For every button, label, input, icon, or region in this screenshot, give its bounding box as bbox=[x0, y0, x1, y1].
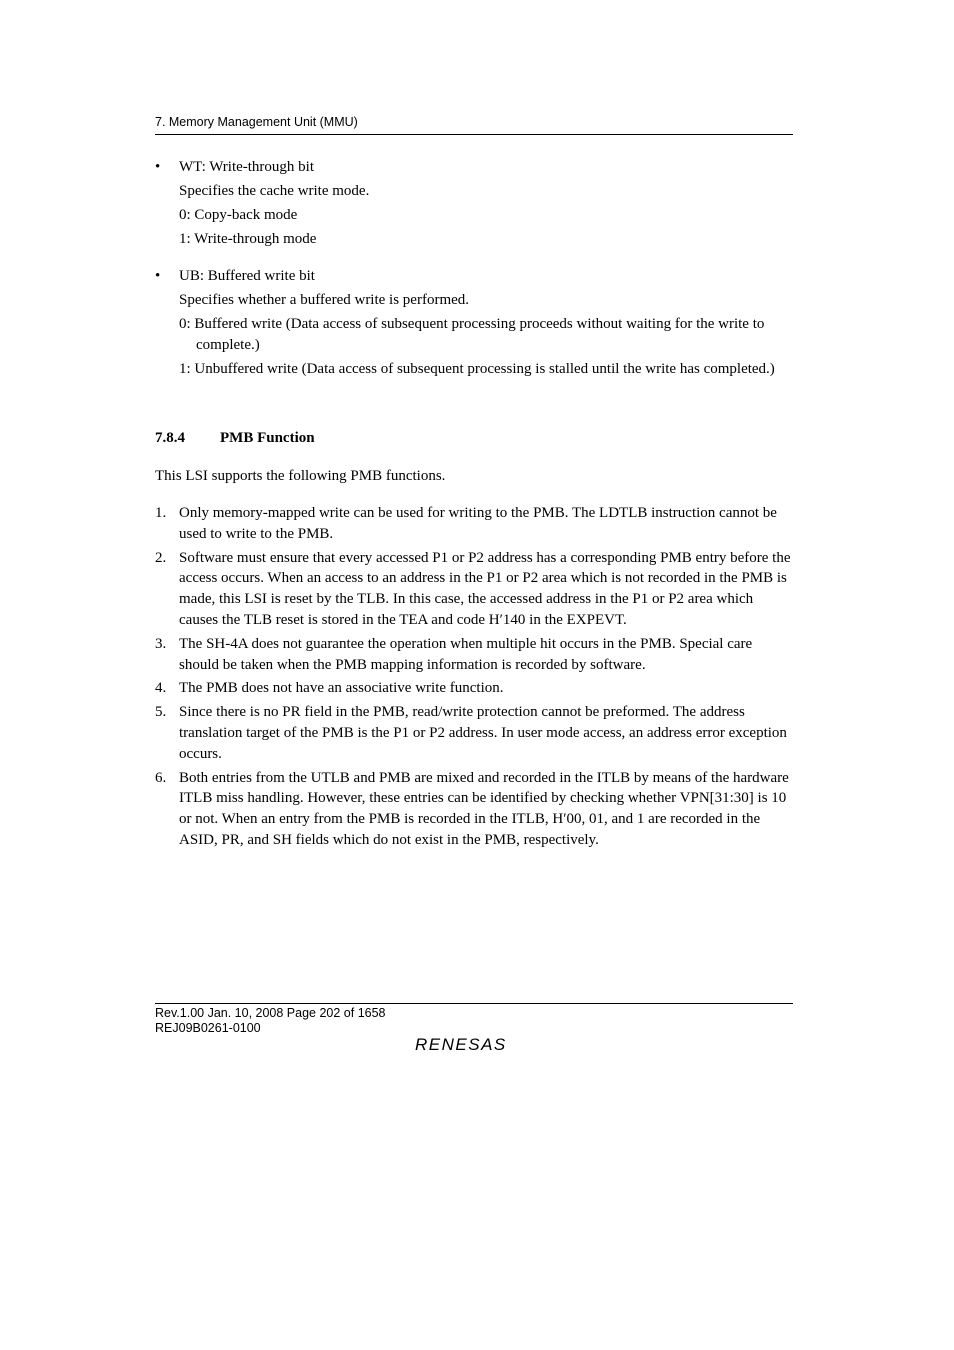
bullet-line: 1: Unbuffered write (Data access of subsequent processing is stalled until the write has completed.) bbox=[179, 360, 775, 377]
bullet-line: 1: Write-through mode bbox=[179, 230, 317, 247]
list-number: 4. bbox=[155, 680, 167, 697]
renesas-logo bbox=[413, 1034, 533, 1054]
bullet-line: 0: Copy-back mode bbox=[179, 206, 298, 223]
bullet-line: 0: Buffered write (Data access of subsequent processing proceeds without waiting for the write to complete.) bbox=[179, 315, 765, 353]
list-text: Software must ensure that every accessed P1 or P2 address has a corresponding PMB entry before the access occurs. When an access to an address in the P1 or P2 area which is not recorded in the PMB is made, this LSI is reset by the TLB. In this case, the accessed address in the P1 or P2 area which causes the TLB reset is stored in the TEA and code H′140 in the EXPEVT. bbox=[179, 549, 791, 628]
intro-paragraph bbox=[155, 466, 793, 487]
list-number: 2. bbox=[155, 549, 167, 566]
list-item bbox=[155, 634, 793, 676]
bullet-wt bbox=[155, 157, 793, 247]
list-item bbox=[155, 678, 793, 699]
list-number: 1. bbox=[155, 505, 167, 521]
list-text: Both entries from the UTLB and PMB are mixed and recorded in the ITLB by means of the hardware ITLB miss handling. However, these entries can be identified by checking whether VPN[31:30] is 10 or not. When an entry from the PMB is recorded in the ITLB, H′00, 01, and 1 are recorded in the ASID, PR, and SH fields which do not exist in the PMB, respectively. bbox=[179, 769, 789, 848]
list-item bbox=[155, 503, 793, 545]
footer-revision: Rev.1.00 Jan. 10, 2008 Page 202 of 1658 bbox=[155, 1006, 386, 1020]
list-item bbox=[155, 702, 793, 764]
running-header bbox=[155, 115, 793, 135]
section-heading bbox=[155, 428, 793, 449]
list-item bbox=[155, 548, 793, 631]
running-header-text: 7. Memory Management Unit (MMU) bbox=[155, 115, 358, 129]
list-text: Only memory-mapped write can be used for writing to the PMB. The LDTLB instruction cannot be used to write to the PMB. bbox=[179, 505, 777, 542]
bullet-title: WT: Write-through bit bbox=[179, 159, 315, 175]
list-text: The SH-4A does not guarantee the operation when multiple hit occurs in the PMB. Special care should be taken when the PMB mapping information is recorded by software. bbox=[179, 635, 753, 673]
bullet-dot-icon: • bbox=[155, 159, 161, 175]
page-footer bbox=[155, 1003, 793, 1036]
bullet-title: UB: Buffered write bit bbox=[179, 268, 315, 284]
bullet-line: Specifies whether a buffered write is performed. bbox=[179, 291, 470, 308]
renesas-logo-icon bbox=[413, 1034, 533, 1054]
list-number: 5. bbox=[155, 704, 167, 721]
list-text: The PMB does not have an associative write function. bbox=[179, 680, 504, 697]
list-text: Since there is no PR field in the PMB, read/write protection cannot be preformed. The address translation target of the PMB is the P1 or P2 address. In user mode access, an address error exception occurs. bbox=[179, 704, 787, 762]
bullet-dot-icon: • bbox=[155, 268, 161, 284]
section-number: 7.8.4 bbox=[155, 430, 185, 446]
intro-text: This LSI supports the following PMB functions. bbox=[155, 468, 446, 484]
footer-doc-number: REJ09B0261-0100 bbox=[155, 1021, 261, 1035]
list-number: 6. bbox=[155, 769, 167, 786]
section-title: PMB Function bbox=[220, 430, 315, 446]
bullet-line: Specifies the cache write mode. bbox=[179, 182, 370, 199]
list-number: 3. bbox=[155, 635, 167, 652]
bullet-ub bbox=[155, 266, 793, 406]
renesas-logo-text: RENESAS bbox=[415, 1035, 507, 1054]
list-item bbox=[155, 768, 793, 851]
numbered-list bbox=[155, 503, 793, 854]
